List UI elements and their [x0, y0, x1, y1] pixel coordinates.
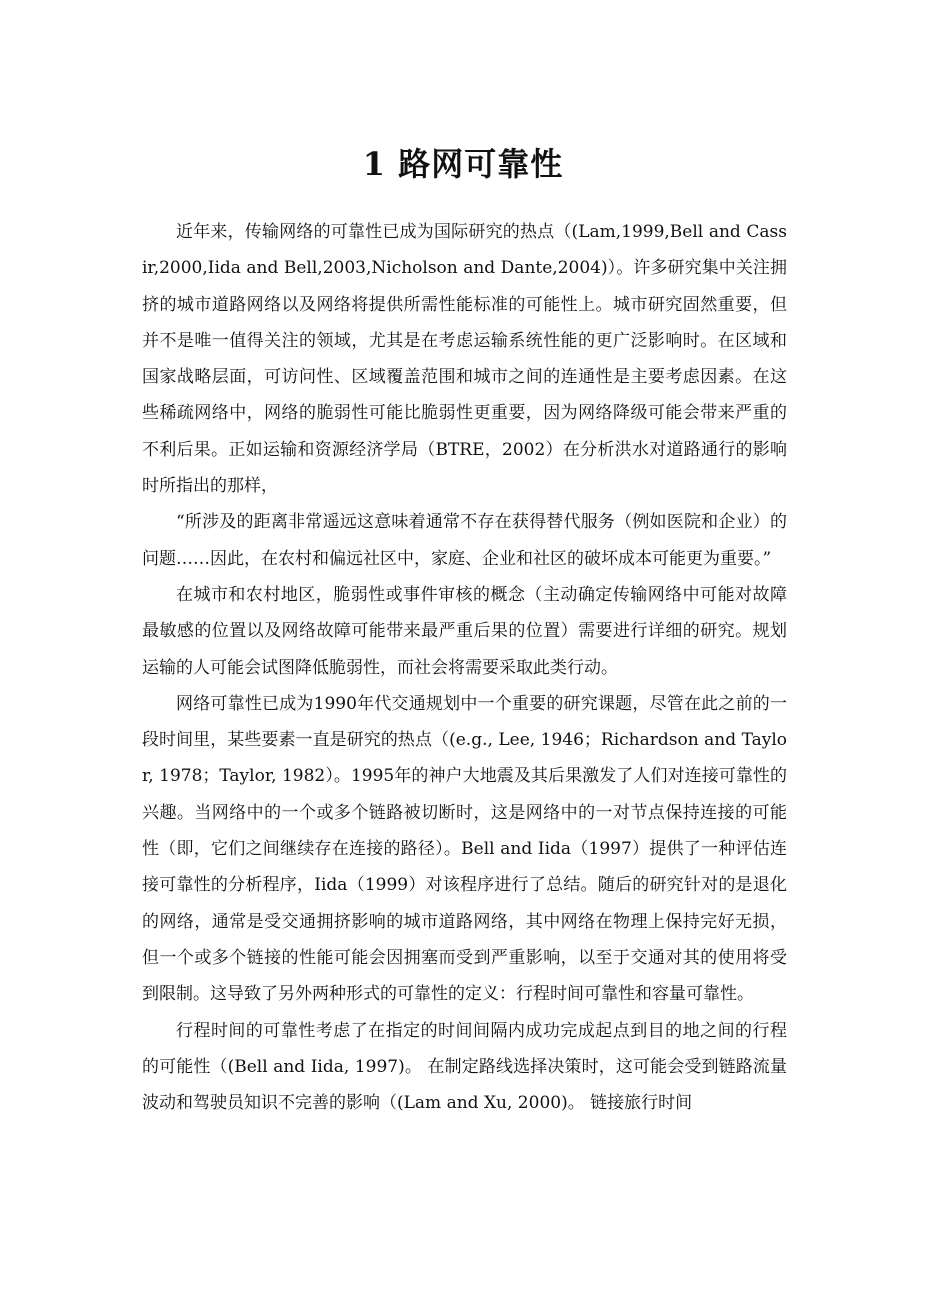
paragraph-travel-time-reliability: 行程时间的可靠性考虑了在指定的时间间隔内成功完成起点到目的地之间的行程的可能性（(Bell and Iida, 1997)。 在制定路线选择决策时，这可能会受到链路流量波动和驾驶员知识不完善的影响（(Lam and Xu, 2000)。 链接旅行时间: [142, 1020, 787, 1114]
paragraph-quote: “所涉及的距离非常遥远这意味着通常不存在获得替代服务（例如医院和企业）的问题……因此，在农村和偏远社区中，家庭、企业和社区的破坏成本可能更为重要。”: [142, 512, 787, 569]
paragraph-intro: 近年来，传输网络的可靠性已成为国际研究的热点（(Lam,1999,Bell and Cassir,2000,Iida and Bell,2003,Nicholson and Dante,2004)）。许多研究集中关注拥挤的城市道路网络以及网络将提供所需性能标准的可能性上。城市研究固然重要，但并不是唯一值得关注的领域，尤其是在考虑运输系统性能的更广泛影响时。在区域和国家战略层面，可访问性、区域覆盖范围和城市之间的连通性是主要考虑因素。在这些稀疏网络中，网络的脆弱性可能比脆弱性更重要，因为网络降级可能会带来严重的不利后果。正如运输和资源经济学局（BTRE，2002）在分析洪水对道路通行的影响时所指出的那样，: [142, 222, 787, 497]
chapter-title: 1 路网可靠性: [362, 145, 564, 183]
paragraph-vulnerability: 在城市和农村地区，脆弱性或事件审核的概念（主动确定传输网络中可能对故障最敏感的位置以及网络故障可能带来最严重后果的位置）需要进行详细的研究。规划运输的人可能会试图降低脆弱性，而社会将需要采取此类行动。: [142, 584, 787, 678]
body-text: [142, 214, 787, 1121]
paragraph-network-reliability: 网络可靠性已成为1990年代交通规划中一个重要的研究课题，尽管在此之前的一段时间里，某些要素一直是研究的热点（(e.g., Lee, 1946；Richardson and Taylor, 1978；Taylor, 1982）。1995年的神户大地震及其后果激发了人们对连接可靠性的兴趣。当网络中的一个或多个链路被切断时，这是网络中的一对节点保持连接的可能性（即，它们之间继续存在连接的路径）。Bell and Iida（1997）提供了一种评估连接可靠性的分析程序，Iida（1999）对该程序进行了总结。随后的研究针对的是退化的网络，通常是受交通拥挤影响的城市道路网络，其中网络在物理上保持完好无损，但一个或多个链接的性能可能会因拥塞而受到严重影响，以至于交通对其的使用将受到限制。这导致了另外两种形式的可靠性的定义：行程时间可靠性和容量可靠性。: [142, 693, 787, 1005]
